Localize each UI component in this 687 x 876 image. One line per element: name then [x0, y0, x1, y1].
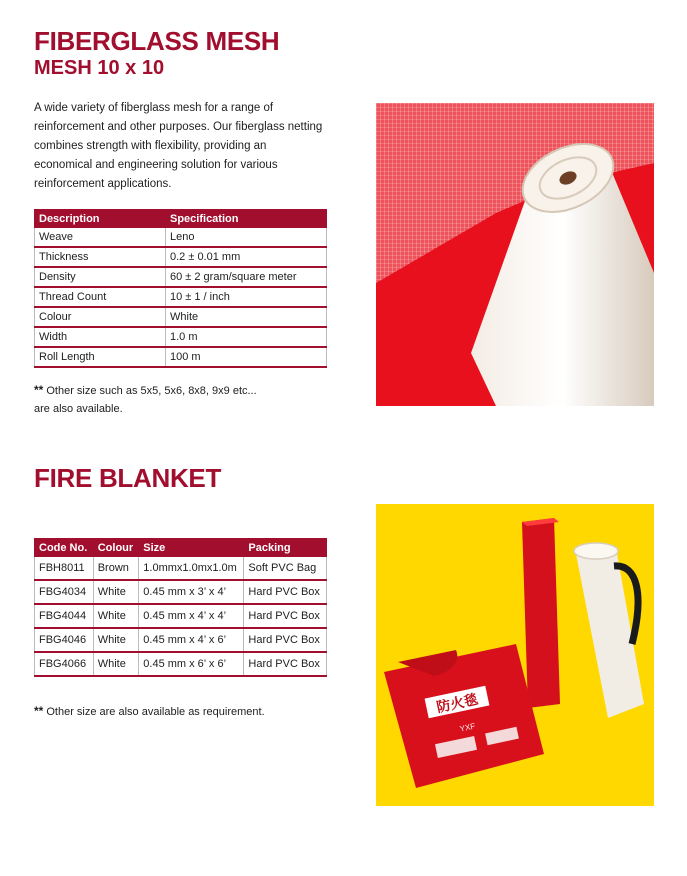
mesh-spec-table — [34, 209, 327, 368]
table-cell: 10 ± 1 / inch — [166, 287, 327, 307]
table-cell: Weave — [35, 228, 166, 248]
table-cell: Hard PVC Box — [244, 652, 327, 676]
mesh-note — [34, 381, 257, 418]
table-cell: Width — [35, 327, 166, 347]
table-row — [35, 652, 327, 676]
column-header: Size — [139, 539, 244, 557]
table-cell: Thread Count — [35, 287, 166, 307]
table-row — [35, 267, 327, 287]
table-row — [35, 247, 327, 267]
table-row — [35, 287, 327, 307]
fiberglass-mesh-photo — [376, 103, 654, 406]
table-cell: 0.45 mm x 6’ x 6’ — [139, 652, 244, 676]
table-cell: FBG4034 — [35, 580, 94, 604]
table-row — [35, 307, 327, 327]
table-cell: 1.0 m — [166, 327, 327, 347]
column-header: Packing — [244, 539, 327, 557]
table-row — [35, 347, 327, 367]
note-stars: ** — [34, 383, 44, 397]
table-cell: Density — [35, 267, 166, 287]
table-cell: 0.2 ± 0.01 mm — [166, 247, 327, 267]
column-header: Specification — [166, 210, 327, 228]
table-cell: 100 m — [166, 347, 327, 367]
table-cell: Leno — [166, 228, 327, 248]
blanket-title: FIRE BLANKET — [34, 463, 222, 493]
table-row — [35, 628, 327, 652]
table-row — [35, 580, 327, 604]
table-cell: White — [93, 604, 139, 628]
column-header: Code No. — [35, 539, 94, 557]
table-cell: 0.45 mm x 4’ x 6’ — [139, 628, 244, 652]
fire-blanket-photo — [376, 504, 654, 806]
table-cell: FBG4044 — [35, 604, 94, 628]
table-cell: Hard PVC Box — [244, 628, 327, 652]
table-row — [35, 228, 327, 248]
column-header: Colour — [93, 539, 139, 557]
table-row — [35, 557, 327, 581]
table-cell: 60 ± 2 gram/square meter — [166, 267, 327, 287]
table-cell: White — [93, 580, 139, 604]
table-cell: Thickness — [35, 247, 166, 267]
mesh-description: A wide variety of fiberglass mesh for a range of reinforcement and other purposes. Our fiberglass netting combines strength with flexibility, providing an economical and engineering solution for various reinforcement applications. — [34, 102, 323, 190]
fire-blanket-illustration — [376, 504, 654, 806]
table-header-row — [35, 210, 327, 228]
note-text: are also available. — [34, 403, 123, 415]
table-cell: Roll Length — [35, 347, 166, 367]
blanket-spec-table — [34, 538, 327, 677]
column-header: Description — [35, 210, 166, 228]
table-row — [35, 327, 327, 347]
table-cell: Soft PVC Bag — [244, 557, 327, 581]
table-cell: 0.45 mm x 4’ x 4’ — [139, 604, 244, 628]
table-cell: Hard PVC Box — [244, 604, 327, 628]
blanket-note — [34, 702, 265, 721]
mesh-title: FIBERGLASS MESH — [34, 26, 280, 56]
table-cell: White — [166, 307, 327, 327]
table-cell: Brown — [93, 557, 139, 581]
mesh-subtitle: MESH 10 x 10 — [34, 57, 165, 79]
table-cell: White — [93, 652, 139, 676]
note-stars: ** — [34, 704, 44, 718]
mesh-roll-illustration — [376, 103, 654, 406]
bag-label: 防火毯 — [435, 691, 480, 717]
table-cell: White — [93, 628, 139, 652]
note-text: Other size such as 5x5, 5x6, 8x8, 9x9 etc... — [46, 385, 257, 397]
table-cell: FBH8011 — [35, 557, 94, 581]
table-cell: Hard PVC Box — [244, 580, 327, 604]
table-header-row — [35, 539, 327, 557]
table-cell: FBG4046 — [35, 628, 94, 652]
table-row — [35, 604, 327, 628]
table-cell: 0.45 mm x 3’ x 4’ — [139, 580, 244, 604]
table-cell: Colour — [35, 307, 166, 327]
table-cell: 1.0mmx1.0mx1.0m — [139, 557, 244, 581]
bag-sublabel: YXF — [458, 721, 477, 734]
note-text: Other size are also available as requirement. — [46, 706, 265, 718]
table-cell: FBG4066 — [35, 652, 94, 676]
